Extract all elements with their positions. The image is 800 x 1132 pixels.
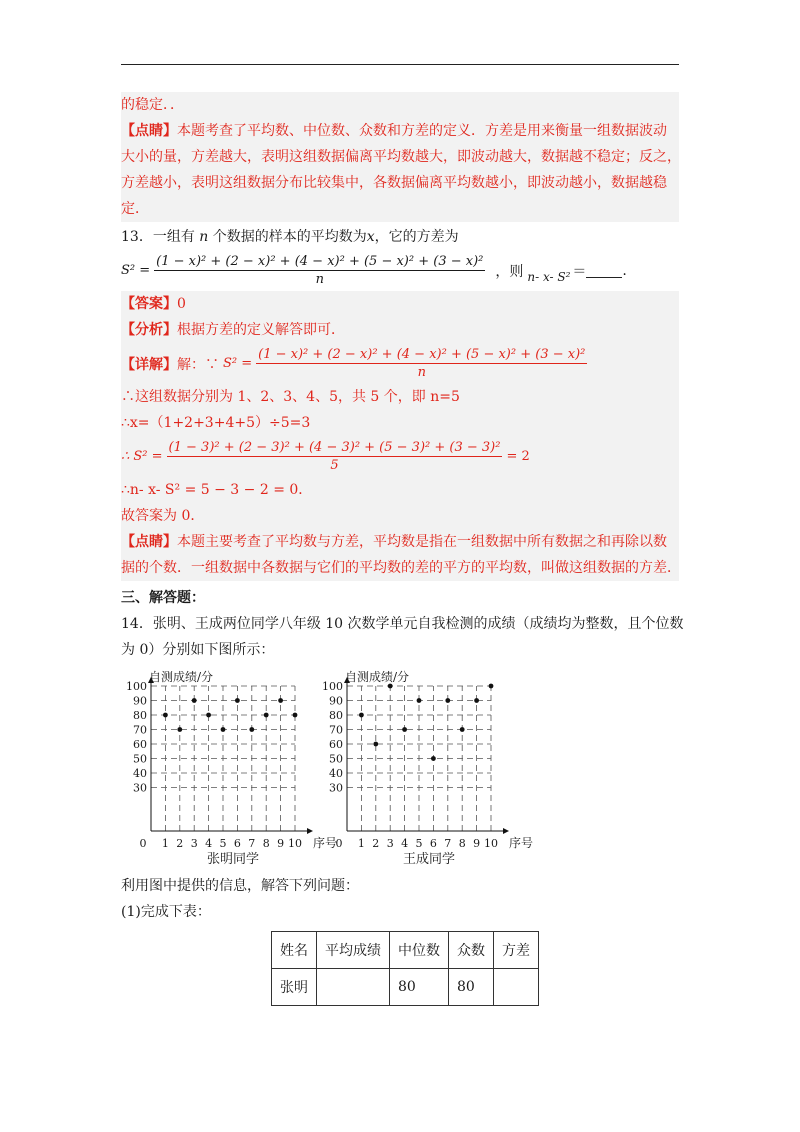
data-point (163, 713, 168, 718)
q13-answer-blank (586, 263, 622, 278)
y-tick-label: 70 (133, 723, 147, 737)
x-tick-label: 0 (139, 837, 147, 850)
q13-expr: n- x- S² (527, 269, 571, 284)
data-point (177, 727, 182, 732)
page-content (121, 92, 684, 1005)
answer13-conclusion: 故答案为 0． (121, 508, 205, 524)
detail-lhs: S² = (223, 356, 253, 371)
y-tick-label: 100 (126, 680, 147, 693)
x-tick-label: 2 (372, 837, 380, 850)
x-tick-label: 10 (484, 837, 498, 850)
prev-tail: 的稳定．． (121, 97, 184, 113)
answer13-step3 (121, 440, 679, 473)
x-tick-label: 4 (205, 837, 213, 850)
prev-dianjing-line-2: 大小的量，方差越大，表明这组数据偏离平均数越大，即波动越大，数据越不稳定；反之， (121, 149, 681, 165)
data-point (460, 727, 465, 732)
q14-after: 利用图中提供的信息，解答下列问题： (121, 878, 359, 894)
table-cell: 80 (390, 969, 449, 1006)
x-tick-label: 2 (176, 837, 184, 850)
y-tick-label: 40 (133, 767, 147, 780)
y-tick-label: 100 (322, 680, 343, 693)
q13-ze: ，则 (495, 263, 524, 280)
q13-stem-c: ，它的方差为 (374, 229, 459, 245)
data-point (235, 698, 240, 703)
q13-formula (121, 254, 679, 287)
wangcheng-scatter-chart (321, 669, 534, 869)
answer13-block (121, 291, 679, 581)
data-point (278, 698, 283, 703)
x-tick-label: 7 (444, 837, 452, 850)
prev-dianjing-line-3: 方差越小，表明这组数据分布比较集中，各数据偏离平均数越小，即波动越小，数据越稳 (121, 175, 667, 191)
y-axis-label: 自测成绩/分 (149, 670, 214, 684)
table-header-cell: 方差 (494, 932, 539, 969)
x-tick-label: 9 (277, 837, 285, 850)
data-point (445, 698, 450, 703)
y-tick-label: 90 (133, 694, 147, 708)
score-table-wrap (121, 925, 679, 1005)
header-rule (121, 64, 679, 65)
dianjing-label: 【点睛】 (121, 123, 177, 139)
table-cell: 80 (449, 969, 494, 1006)
prev-dianjing-block (121, 92, 679, 222)
table-header-cell: 姓名 (272, 932, 317, 969)
y-tick-label: 70 (329, 723, 343, 737)
dianjing-text: 本题考查了平均数、中位数、众数和方差的定义．方差是用来衡量一组数据波动 (177, 123, 667, 139)
y-tick-label: 40 (329, 767, 343, 780)
score-table (271, 931, 539, 1006)
answer13-step4: ∴n- x- S² = 5 − 3 − 2 = 0． (121, 482, 313, 498)
analysis-label: 【分析】 (121, 322, 177, 338)
x-tick-label: 8 (262, 837, 270, 850)
data-point (417, 698, 422, 703)
step3-fraction (167, 440, 503, 473)
x-tick-label: 5 (219, 837, 227, 850)
y-axis-label: 自测成绩/分 (345, 670, 410, 684)
step3-rhs: = 2 (506, 449, 530, 464)
answer13-dianjing-1 (121, 529, 679, 555)
x-axis-arrow (503, 828, 509, 834)
answer13-detail (121, 347, 679, 380)
table-header-cell: 平均成绩 (317, 932, 390, 969)
table-row (272, 969, 539, 1006)
table-cell[interactable] (494, 969, 539, 1006)
detail-fraction (256, 347, 587, 380)
x-tick-label: 10 (288, 837, 302, 850)
data-point (431, 756, 436, 761)
data-point (249, 727, 254, 732)
x-tick-label: 0 (335, 837, 343, 850)
detail-label: 【详解】 (121, 356, 177, 373)
q14-line-1: 14．张明、王成两位同学八年级 10 次数学单元自我检测的成绩（成绩均为整数，且个位数 (121, 616, 684, 632)
chart-title: 王成同学 (402, 852, 456, 867)
data-point (206, 713, 211, 718)
prev-dianjing-line-4: 定． (121, 201, 149, 217)
x-tick-label: 1 (357, 837, 365, 850)
y-tick-label: 30 (133, 781, 147, 795)
chart-title: 张明同学 (206, 852, 260, 867)
x-tick-label: 5 (415, 837, 423, 850)
table-header-cell: 中位数 (390, 932, 449, 969)
q13-stem-b: 个数据的样本的平均数为 (212, 229, 367, 245)
y-tick-label: 30 (329, 781, 343, 795)
q13-n: n (199, 229, 209, 245)
step3-numerator: (1 − 3)² + (2 − 3)² + (4 − 3)² + (5 − 3)² + (3 − 3)² (168, 440, 501, 455)
answer13-dianjing-2: 据的个数．一组数据中各数据与它们的平均数的差的平方的平均数，叫做这组数据的方差． (121, 560, 681, 576)
q14-part1: (1)完成下表： (121, 904, 211, 920)
q13-numerator: (1 − x)² + (2 − x)² + (4 − x)² + (5 − x)² + (3 − x)² (156, 254, 484, 269)
table-cell: 张明 (272, 969, 317, 1006)
data-point (264, 713, 269, 718)
zhangming-scatter-chart (125, 669, 338, 869)
y-tick-label: 90 (329, 694, 343, 708)
x-tick-label: 9 (473, 837, 481, 850)
dianjing-label-2: 【点睛】 (121, 534, 177, 550)
answer13-answer (121, 291, 679, 317)
y-tick-label: 60 (329, 738, 343, 751)
q13-stem-a: 13．一组有 (121, 229, 195, 245)
detail-numerator: (1 − x)² + (2 − x)² + (4 − x)² + (5 − x)² + (3 − x)² (258, 347, 586, 362)
data-point (359, 713, 364, 718)
x-axis-label: 序号 (313, 836, 338, 850)
data-point (293, 713, 298, 718)
q13-stem (121, 224, 679, 250)
detail-text: 解：∵ (177, 356, 219, 373)
x-tick-label: 8 (458, 837, 466, 850)
x-tick-label: 3 (386, 837, 394, 850)
answer13-step2: ∴x=（1+2+3+4+5）÷5=3 (121, 415, 311, 431)
data-point (489, 684, 494, 689)
q13-fraction (154, 254, 485, 287)
q14-charts (121, 669, 679, 869)
x-tick-label: 6 (429, 837, 437, 850)
y-tick-label: 80 (133, 709, 147, 722)
data-point (221, 727, 226, 732)
dianjing-text-2: 本题主要考查了平均数与方差，平均数是指在一组数据中所有数据之和再除以数 (177, 534, 667, 550)
table-cell[interactable] (317, 969, 390, 1006)
analysis-text: 根据方差的定义解答即可． (177, 322, 345, 338)
data-point (402, 727, 407, 732)
x-tick-label: 4 (401, 837, 409, 850)
x-axis-label: 序号 (509, 836, 534, 850)
y-tick-label: 50 (133, 752, 147, 766)
q13-equals: ＝ (572, 263, 587, 280)
detail-denominator: n (417, 365, 426, 380)
q13-x: x (366, 229, 375, 245)
q13-end: . (622, 262, 627, 279)
step3-denominator: 5 (330, 458, 339, 473)
data-point (373, 742, 378, 747)
answer-label: 【答案】 (121, 296, 177, 312)
x-tick-label: 3 (190, 837, 198, 850)
answer13-step1: ∴这组数据分别为 1、2、3、4、5，共 5 个，即 n=5 (121, 389, 460, 405)
q13-denominator: n (315, 272, 324, 287)
step3-lhs: ∴ S² = (121, 449, 163, 464)
table-header-row (272, 932, 539, 969)
x-tick-label: 6 (233, 837, 241, 850)
table-header-cell: 众数 (449, 932, 494, 969)
data-point (388, 684, 393, 689)
x-axis-arrow (307, 828, 313, 834)
q13-lhs: S² = (121, 263, 151, 278)
x-tick-label: 1 (161, 837, 169, 850)
x-tick-label: 7 (248, 837, 256, 850)
q14-line-2: 为 0）分别如下图所示： (121, 642, 275, 658)
section-3-heading: 三、解答题： (121, 590, 205, 606)
y-tick-label: 50 (329, 752, 343, 766)
answer13-analysis (121, 317, 679, 343)
answer-value: 0 (177, 296, 186, 312)
y-tick-label: 60 (133, 738, 147, 751)
data-point (192, 698, 197, 703)
prev-dianjing-line-1 (121, 118, 679, 144)
data-point (474, 698, 479, 703)
y-tick-label: 80 (329, 709, 343, 722)
